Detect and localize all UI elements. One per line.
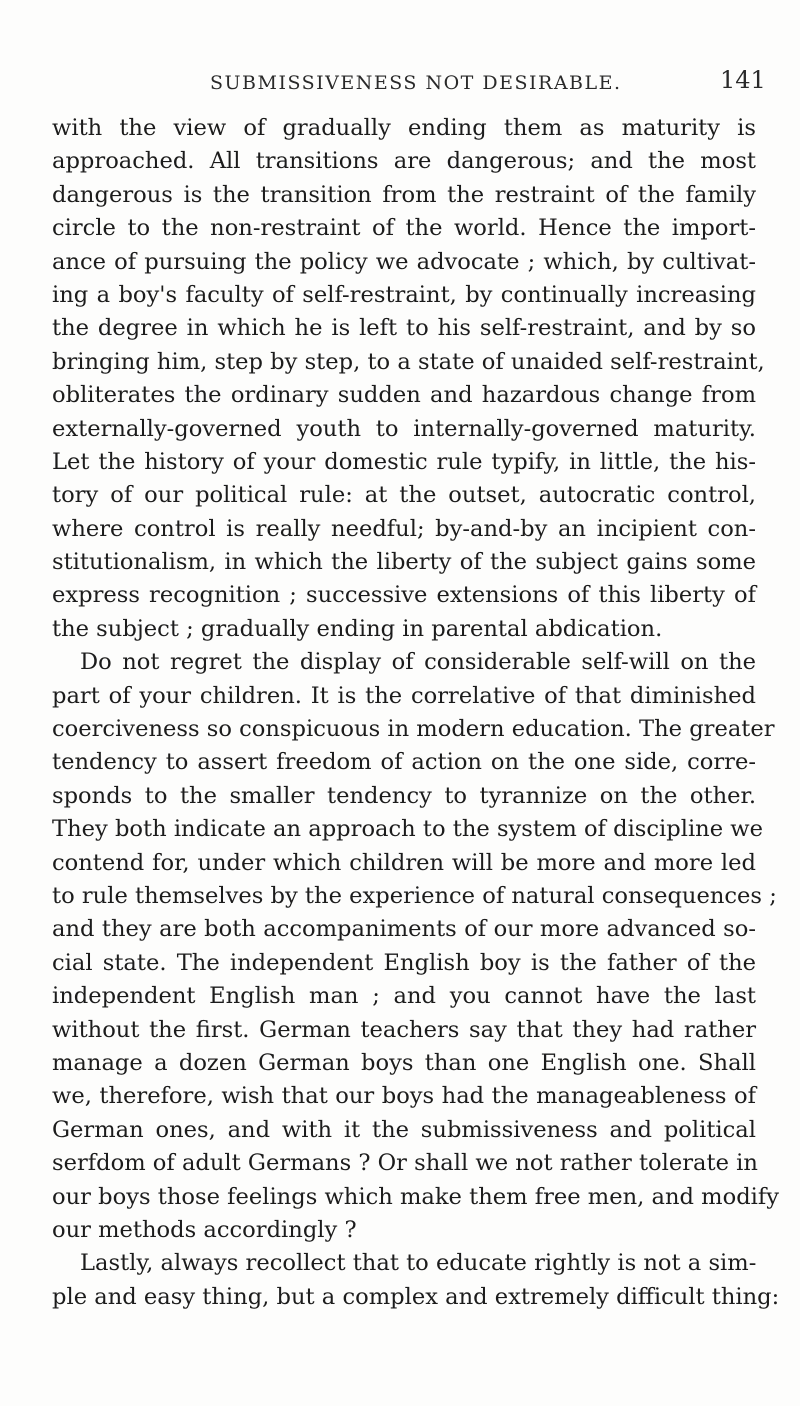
text-line: we, therefore, wish that our boys had the manageableness of — [52, 1083, 756, 1110]
text-line: the subject ; gradually ending in parental abdication. — [52, 615, 663, 642]
text-line: part of your children. It is the correlative of that diminished — [52, 682, 756, 709]
text-line: cial state. The independent English boy is the father of the — [52, 949, 756, 976]
text-line: bringing him, step by step, to a state of unaided self-restraint, — [52, 348, 765, 375]
text-line: coerciveness so conspicuous in modern education. The greater — [52, 716, 775, 743]
text-line: Let the history of your domestic rule typify, in little, the his- — [52, 448, 756, 475]
text-line: where control is really needful; by-and-by an incipient con- — [52, 515, 756, 542]
text-line: our boys those feelings which make them free men, and modify — [52, 1183, 780, 1210]
text-line: our methods accordingly ? — [52, 1216, 357, 1243]
text-line: without the first. German teachers say that they had rather — [52, 1016, 756, 1043]
page-number: 141 — [720, 66, 766, 94]
text-line: stitutionalism, in which the liberty of the subject gains some — [52, 549, 756, 576]
text-line: obliterates the ordinary sudden and hazardous change from — [52, 382, 756, 409]
text-line: and they are both accompaniments of our more advanced so- — [52, 916, 756, 943]
text-line: They both indicate an approach to the system of discipline we — [52, 816, 763, 843]
text-line: manage a dozen German boys than one English one. Shall — [52, 1049, 756, 1076]
text-line: approached. All transitions are dangerous; and the most — [52, 148, 756, 175]
text-line: circle to the non-restraint of the world. Hence the import- — [52, 215, 756, 242]
paragraph-first-line: Lastly, always recollect that to educate rightly is not a sim- — [80, 1250, 757, 1277]
text-line: sponds to the smaller tendency to tyrannize on the other. — [52, 782, 756, 809]
text-line: contend for, under which children will be more and more led — [52, 849, 756, 876]
text-line: ing a boy's faculty of self-restraint, by continually increasing — [52, 281, 756, 308]
text-line: the degree in which he is left to his self-restraint, and by so — [52, 315, 756, 342]
text-line: independent English man ; and you cannot have the last — [52, 983, 756, 1010]
text-line: with the view of gradually ending them as maturity is — [52, 115, 756, 141]
text-line: dangerous is the transition from the restraint of the family — [52, 181, 756, 208]
text-line: ple and easy thing, but a complex and extremely difficult thing: — [52, 1283, 780, 1310]
text-line: express recognition ; successive extensions of this liberty of — [52, 582, 756, 609]
text-line: externally-governed youth to internally-governed maturity. — [52, 415, 756, 442]
text-line: ance of pursuing the policy we advocate ; which, by cultivat- — [52, 248, 756, 275]
text-line: tory of our political rule: at the outset, autocratic control, — [52, 482, 756, 509]
paragraph-first-line: Do not regret the display of considerable self-will on the — [80, 649, 756, 676]
text-line: German ones, and with it the submissiveness and political — [52, 1116, 756, 1143]
body-text — [52, 112, 780, 1314]
text-line: to rule themselves by the experience of natural consequences ; — [52, 882, 777, 909]
text-line: tendency to assert freedom of action on the one side, corre- — [52, 749, 756, 776]
running-title: SUBMISSIVENESS NOT DESIRABLE. — [210, 72, 622, 94]
text-line: serfdom of adult Germans ? Or shall we not rather tolerate in — [52, 1150, 758, 1177]
